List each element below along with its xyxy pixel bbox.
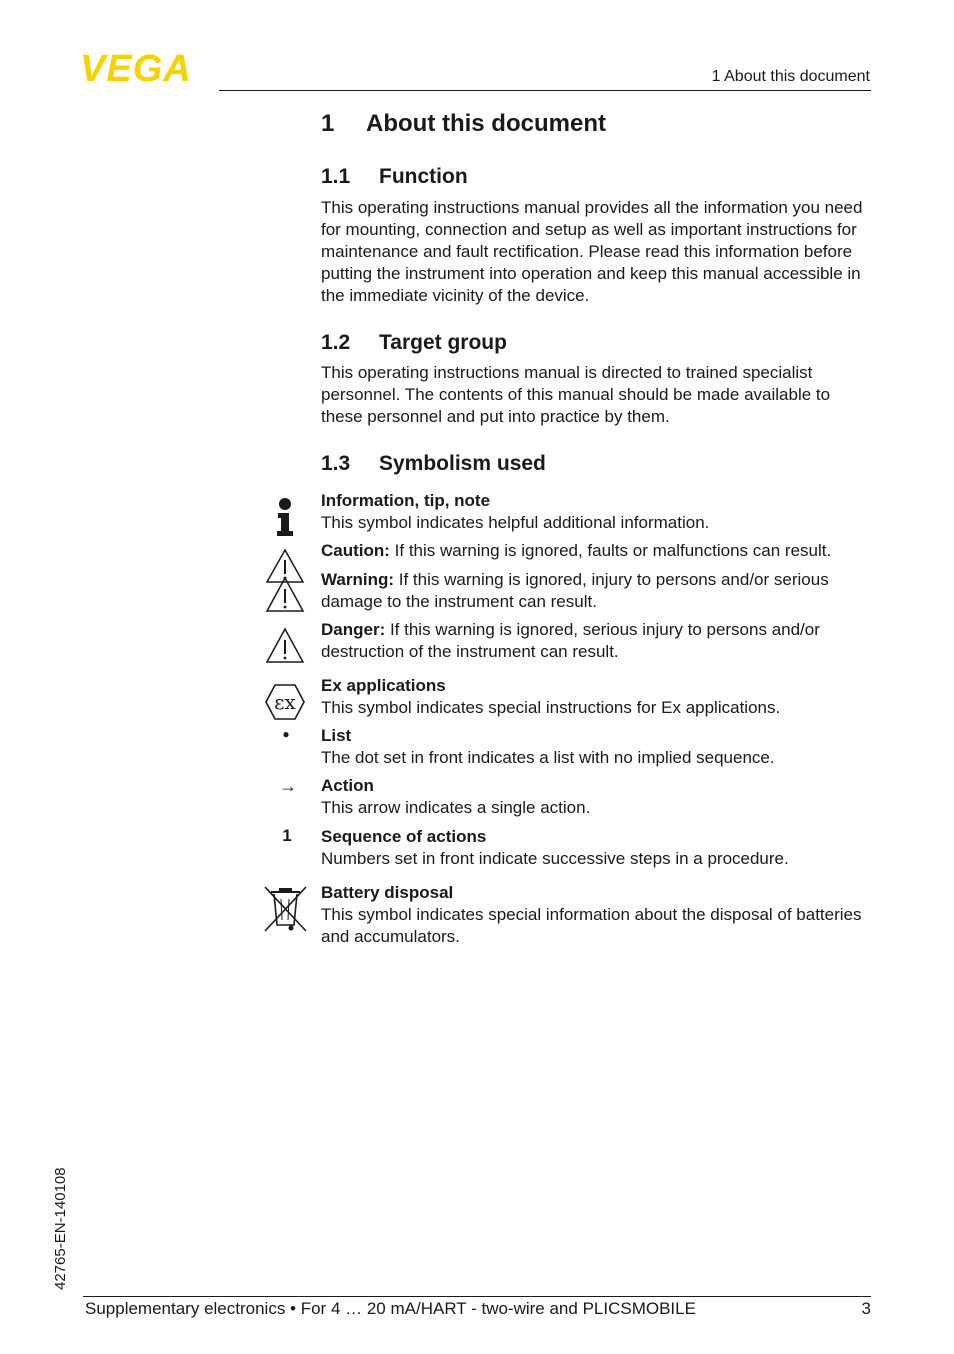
section-title: Function bbox=[379, 165, 468, 188]
logo-text: VEGA bbox=[80, 50, 192, 84]
header-divider bbox=[219, 90, 871, 91]
page-number: 3 bbox=[861, 1299, 871, 1318]
danger-triangle-icon bbox=[265, 627, 305, 665]
symbol-title: Ex applications bbox=[321, 676, 446, 695]
section-number: 1.2 bbox=[321, 331, 351, 354]
section-title: Symbolism used bbox=[379, 452, 546, 475]
symbol-text: Numbers set in front indicate successive steps in a procedure. bbox=[321, 849, 789, 868]
symbol-text: If this warning is ignored, serious injury to persons and/or destruction of the instrument can result. bbox=[321, 620, 820, 661]
section-number: 1.3 bbox=[321, 452, 351, 475]
section-symbolism-heading bbox=[321, 452, 546, 476]
symbol-sequence bbox=[321, 826, 876, 870]
section-title: Target group bbox=[379, 331, 507, 354]
symbol-label: Danger: bbox=[321, 620, 386, 639]
action-arrow-icon: → bbox=[279, 776, 297, 796]
section-number: 1.1 bbox=[321, 165, 351, 188]
symbol-danger bbox=[321, 619, 876, 663]
symbol-label: Caution: bbox=[321, 541, 390, 560]
vega-logo bbox=[80, 50, 212, 84]
header-section-ref: 1 About this document bbox=[711, 68, 870, 85]
battery-disposal-icon bbox=[263, 885, 308, 933]
symbol-text: If this warning is ignored, injury to persons and/or serious damage to the instrument can result. bbox=[321, 570, 829, 611]
section-function-body: This operating instructions manual provides all the information you need for mounting, connection and setup as well as important instructions for maintenance and fault rectification. Please read this information before putting the instrument into operation and keep this manual accessible in the immediate vicinity of the device. bbox=[321, 198, 863, 305]
symbol-battery-disposal bbox=[321, 882, 876, 948]
chapter-title bbox=[321, 110, 606, 138]
symbol-warning bbox=[321, 569, 876, 613]
symbol-info bbox=[321, 490, 876, 534]
symbol-text: This arrow indicates a single action. bbox=[321, 798, 591, 817]
symbol-title: Sequence of actions bbox=[321, 827, 487, 846]
symbol-text: This symbol indicates special instructions for Ex applications. bbox=[321, 698, 781, 717]
chapter-number: 1 bbox=[321, 110, 335, 137]
symbol-title: Information, tip, note bbox=[321, 491, 491, 510]
symbol-label: Warning: bbox=[321, 570, 395, 589]
footer-divider bbox=[83, 1296, 871, 1297]
symbol-title: List bbox=[321, 726, 352, 745]
info-icon bbox=[274, 497, 296, 537]
symbol-text: This symbol indicates helpful additional information. bbox=[321, 513, 710, 532]
symbol-action bbox=[321, 775, 876, 819]
symbol-title: Battery disposal bbox=[321, 883, 454, 902]
section-target-group-body: This operating instructions manual is directed to trained specialist personnel. The contents of this manual should be made available to these personnel and put into practice by them. bbox=[321, 363, 831, 426]
symbol-caution bbox=[321, 540, 876, 562]
document-number: 42765-EN-140108 bbox=[52, 1167, 69, 1290]
symbol-text: This symbol indicates special information about the disposal of batteries and accumulators. bbox=[321, 905, 862, 946]
section-function-heading bbox=[321, 165, 468, 189]
list-bullet-icon: ● bbox=[282, 727, 290, 741]
footer-title: Supplementary electronics • For 4 … 20 mA/HART - two-wire and PLICSMOBILE bbox=[85, 1299, 696, 1318]
section-target-group-heading bbox=[321, 331, 507, 355]
chapter-title-text: About this document bbox=[366, 110, 606, 137]
symbol-ex bbox=[321, 675, 876, 719]
symbol-title: Action bbox=[321, 776, 374, 795]
symbol-list bbox=[321, 725, 876, 769]
ex-icon bbox=[264, 683, 306, 721]
svg-text:εx: εx bbox=[274, 690, 296, 714]
warning-triangle-icon bbox=[265, 548, 305, 614]
sequence-number-icon: 1 bbox=[282, 826, 292, 845]
symbol-text: If this warning is ignored, faults or malfunctions can result. bbox=[389, 541, 832, 560]
symbol-text: The dot set in front indicates a list with no implied sequence. bbox=[321, 748, 775, 767]
